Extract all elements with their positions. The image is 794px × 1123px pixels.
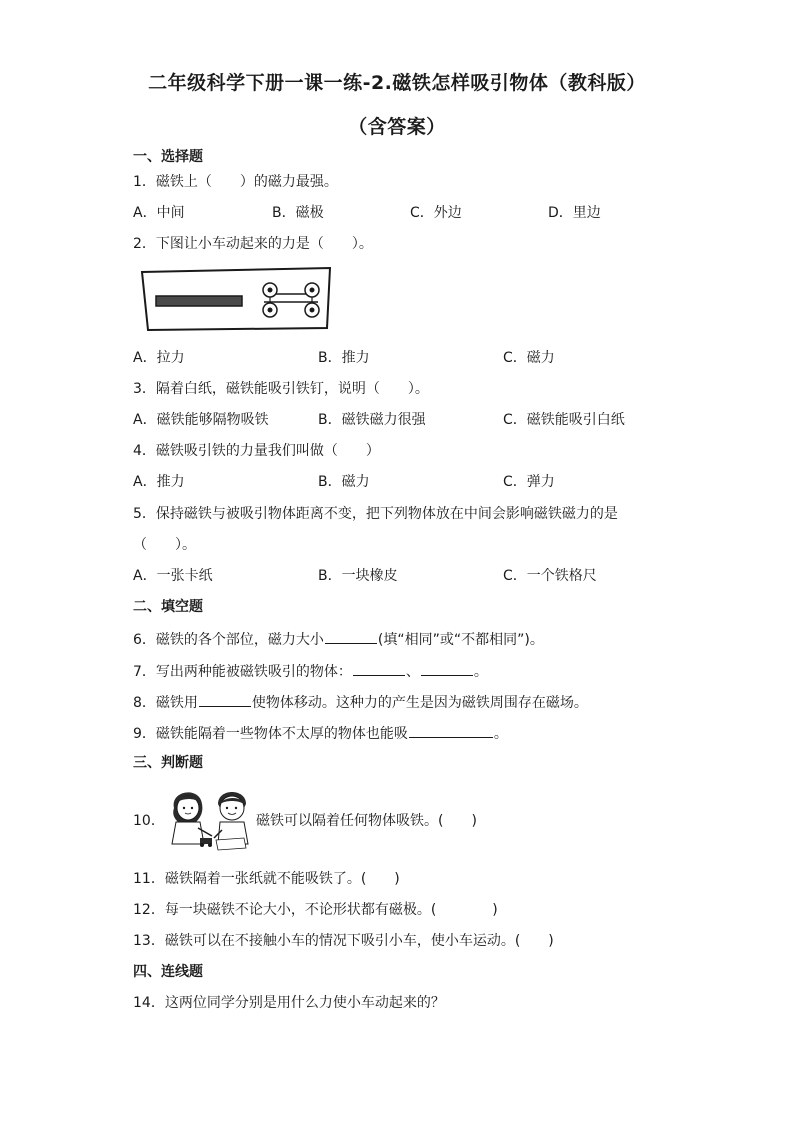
question-5-stem-continued: （ ）。	[133, 537, 196, 553]
question-5-stem: 5．保持磁铁与被吸引物体距离不变，把下列物体放在中间会影响磁铁磁力的是	[133, 506, 618, 522]
bar-magnet-icon	[156, 296, 242, 306]
question-9	[133, 723, 508, 743]
question-7-answer-blank-1[interactable]	[353, 661, 405, 676]
question-6-answer-blank[interactable]	[325, 629, 377, 644]
question-7-answer-blank-2[interactable]	[421, 661, 473, 676]
question-8-text-after: 使物体移动。这种力的产生是因为磁铁周围存在磁场。	[251, 695, 588, 711]
question-3-option-c: C．磁铁能吸引白纸	[503, 412, 625, 428]
magnet-car-figure	[140, 266, 332, 332]
question-8-text-before: 8．磁铁用	[133, 695, 198, 711]
girl-icon	[172, 792, 212, 844]
question-5-option-c: C．一个铁格尺	[503, 568, 597, 584]
question-3-stem: 3．隔着白纸，磁铁能吸引铁钉，说明（ ）。	[133, 381, 429, 397]
question-6	[133, 629, 544, 649]
boy-icon	[214, 792, 248, 844]
section-heading-choice: 一、选择题	[133, 149, 203, 165]
question-5-option-a: A．一张卡纸	[133, 568, 213, 584]
question-4-stem: 4．磁铁吸引铁的力量我们叫做（ ）	[133, 443, 380, 459]
question-1-option-a: A．中间	[133, 205, 185, 221]
question-12: 12．每一块磁铁不论大小，不论形状都有磁极。( )	[133, 902, 498, 918]
question-14: 14．这两位同学分别是用什么力使小车动起来的？	[133, 995, 445, 1011]
question-1-option-b: B．磁极	[272, 205, 324, 221]
question-8	[133, 692, 588, 712]
question-5-option-b: B．一块橡皮	[318, 568, 398, 584]
paper-icon	[216, 838, 246, 850]
question-7-text-after: 。	[473, 664, 488, 680]
question-1-option-c: C．外边	[410, 205, 462, 221]
question-10-number: 10．	[133, 813, 165, 829]
question-3-option-a: A．磁铁能够隔物吸铁	[133, 412, 269, 428]
question-7-text-before: 7．写出两种能被磁铁吸引的物体：	[133, 664, 352, 680]
question-2-option-a: A．拉力	[133, 350, 185, 366]
question-4-option-c: C．弹力	[503, 474, 555, 490]
question-4-option-b: B．磁力	[318, 474, 370, 490]
question-6-text-before: 6．磁铁的各个部位，磁力大小	[133, 632, 324, 648]
section-heading-fill-blank: 二、填空题	[133, 599, 203, 615]
question-9-text-before: 9．磁铁能隔着一些物体不太厚的物体也能吸	[133, 726, 408, 742]
page-subtitle: （含答案）	[348, 116, 446, 138]
section-heading-matching: 四、连线题	[133, 964, 203, 980]
question-2-option-c: C．磁力	[503, 350, 555, 366]
question-2-stem: 2．下图让小车动起来的力是（ ）。	[133, 236, 373, 252]
question-7	[133, 661, 488, 681]
question-6-text-after: (填“相同”或“不都相同”)。	[377, 632, 544, 648]
question-9-text-after: 。	[493, 726, 508, 742]
question-10-text: 磁铁可以隔着任何物体吸铁。( )	[256, 813, 477, 829]
question-11: 11．磁铁隔着一张纸就不能吸铁了。( )	[133, 871, 400, 887]
children-magnet-illustration	[160, 782, 256, 852]
question-1-option-d: D．里边	[548, 205, 601, 221]
section-heading-true-false: 三、判断题	[133, 755, 203, 771]
question-4-option-a: A．推力	[133, 474, 185, 490]
page-title: 二年级科学下册一课一练-2.磁铁怎样吸引物体（教科版）	[148, 72, 646, 94]
question-7-separator: 、	[405, 664, 420, 680]
question-13: 13．磁铁可以在不接触小车的情况下吸引小车，使小车运动。( )	[133, 933, 554, 949]
question-2-option-b: B．推力	[318, 350, 370, 366]
question-1-stem: 1．磁铁上（ ）的磁力最强。	[133, 174, 338, 190]
question-9-answer-blank[interactable]	[409, 723, 493, 738]
question-8-answer-blank[interactable]	[199, 692, 251, 707]
question-3-option-b: B．磁铁磁力很强	[318, 412, 426, 428]
